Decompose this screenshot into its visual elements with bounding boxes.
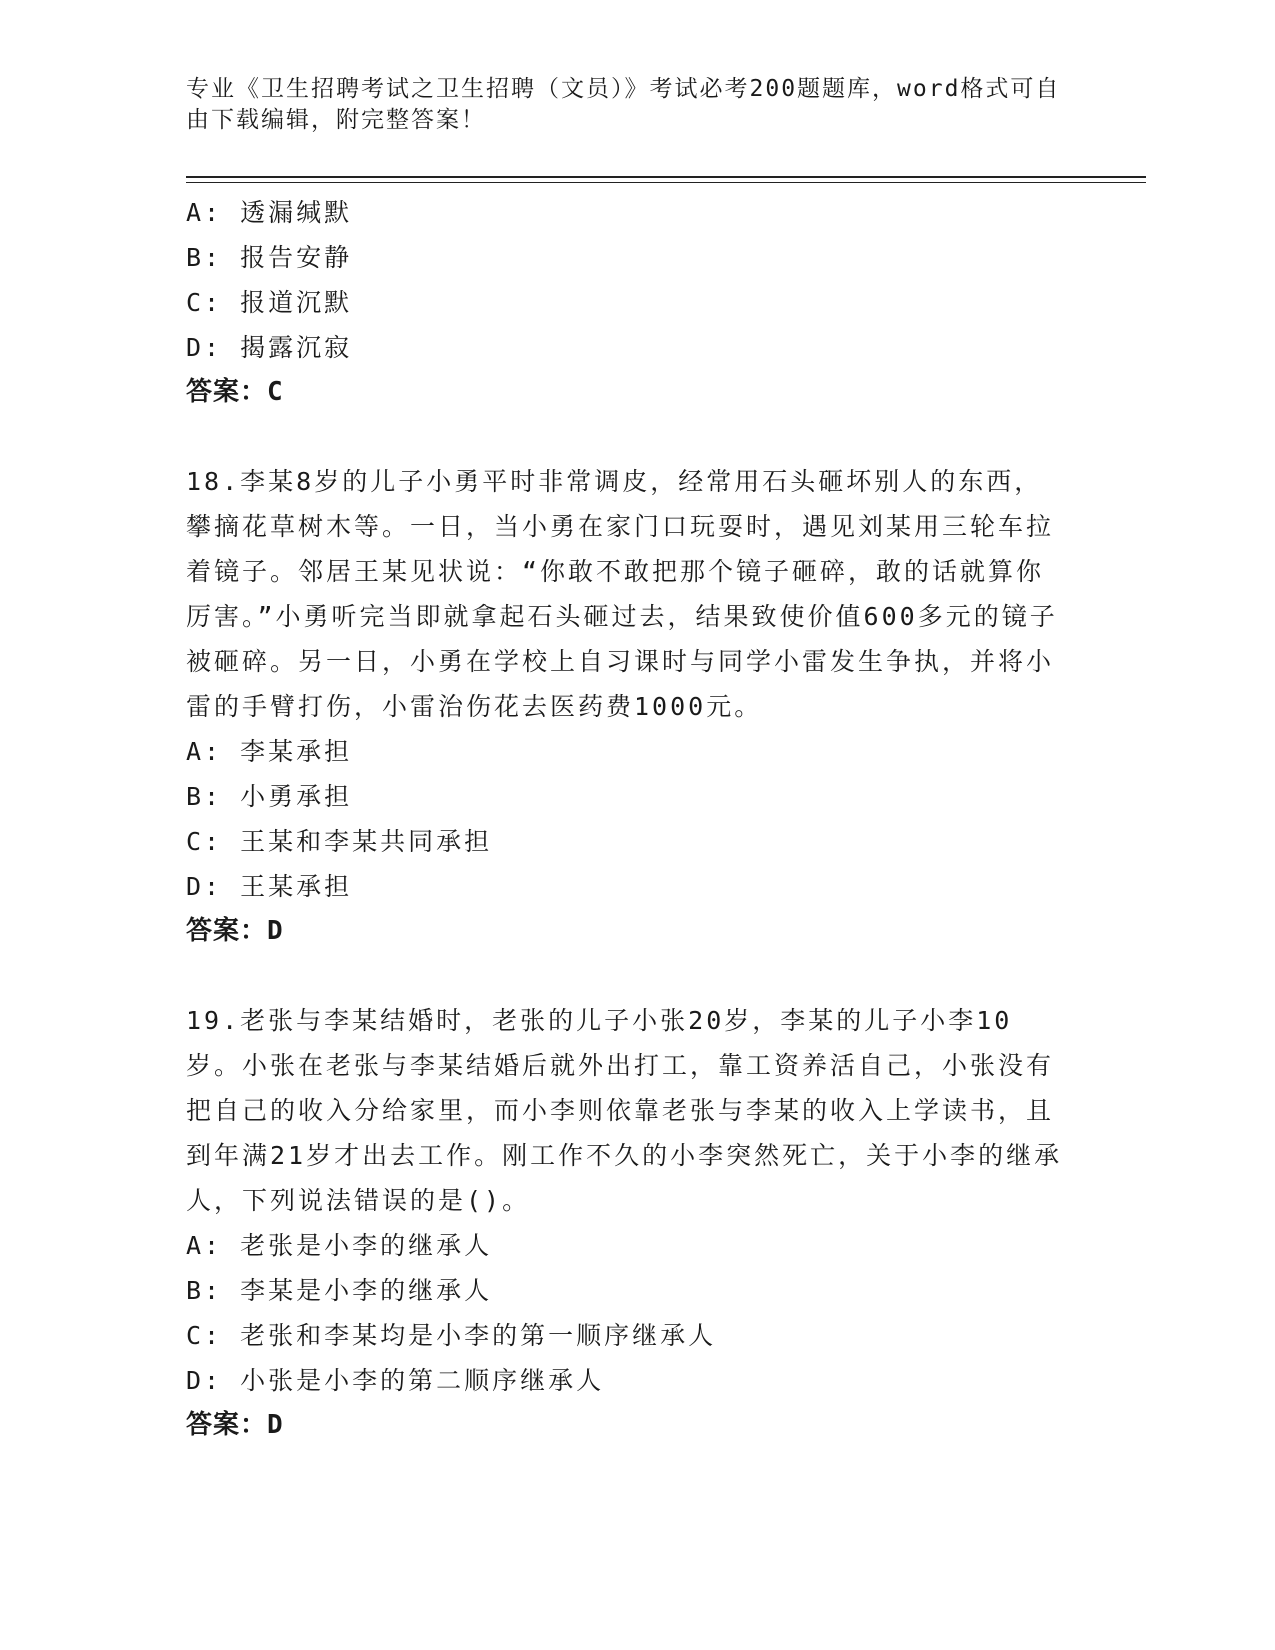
- option-c: C: 王某和李某共同承担: [186, 827, 493, 856]
- question-text: 18.李某8岁的儿子小勇平时非常调皮，经常用石头砸坏别人的东西，攀摘花草树木等。一日，当小勇在家门口玩耍时，遇见刘某用三轮车拉着镜子。邻居王某见状说：“你敢不敢把那个镜子砸碎，敢的话就算你厉害。”小勇听完当即就拿起石头砸过去，结果致使价值600多元的镜子被砸碎。另一日，小勇在学校上自习课时与同学小雷发生争执，并将小雷的手臂打伤，小雷治伤花去医药费1000元。: [186, 467, 1058, 721]
- header-divider-thin: [186, 182, 1146, 183]
- option-d: D: 揭露沉寂: [186, 333, 353, 362]
- question-text: 19.老张与李某结婚时，老张的儿子小张20岁，李某的儿子小李10岁。小张在老张与李某结婚后就外出打工，靠工资养活自己，小张没有把自己的收入分给家里，而小李则依靠老张与李某的收入上学读书，且到年满21岁才出去工作。刚工作不久的小李突然死亡，关于小李的继承人，下列说法错误的是()。: [186, 1006, 1063, 1215]
- option-b: B: 报告安静: [186, 243, 353, 272]
- document-body: [186, 190, 1066, 1448]
- answer-label: 答案：D: [186, 1410, 284, 1440]
- option-d: D: 王某承担: [186, 872, 353, 901]
- option-a: A: 李某承担: [186, 737, 353, 766]
- option-b: B: 小勇承担: [186, 782, 353, 811]
- question-block-17: [186, 190, 1066, 415]
- question-block-19: [186, 998, 1066, 1448]
- option-a: A: 透漏缄默: [186, 198, 353, 227]
- option-c: C: 报道沉默: [186, 288, 353, 317]
- document-header: 专业《卫生招聘考试之卫生招聘（文员）》考试必考200题题库，word格式可自由下载编辑，附完整答案！: [186, 76, 1061, 133]
- answer-label: 答案：C: [186, 377, 284, 407]
- answer-label: 答案：D: [186, 916, 284, 946]
- question-block-18: [186, 459, 1066, 954]
- header-divider: [186, 176, 1146, 178]
- option-a: A: 老张是小李的继承人: [186, 1231, 493, 1260]
- option-b: B: 李某是小李的继承人: [186, 1276, 493, 1305]
- option-d: D: 小张是小李的第二顺序继承人: [186, 1366, 605, 1395]
- option-c: C: 老张和李某均是小李的第一顺序继承人: [186, 1321, 717, 1350]
